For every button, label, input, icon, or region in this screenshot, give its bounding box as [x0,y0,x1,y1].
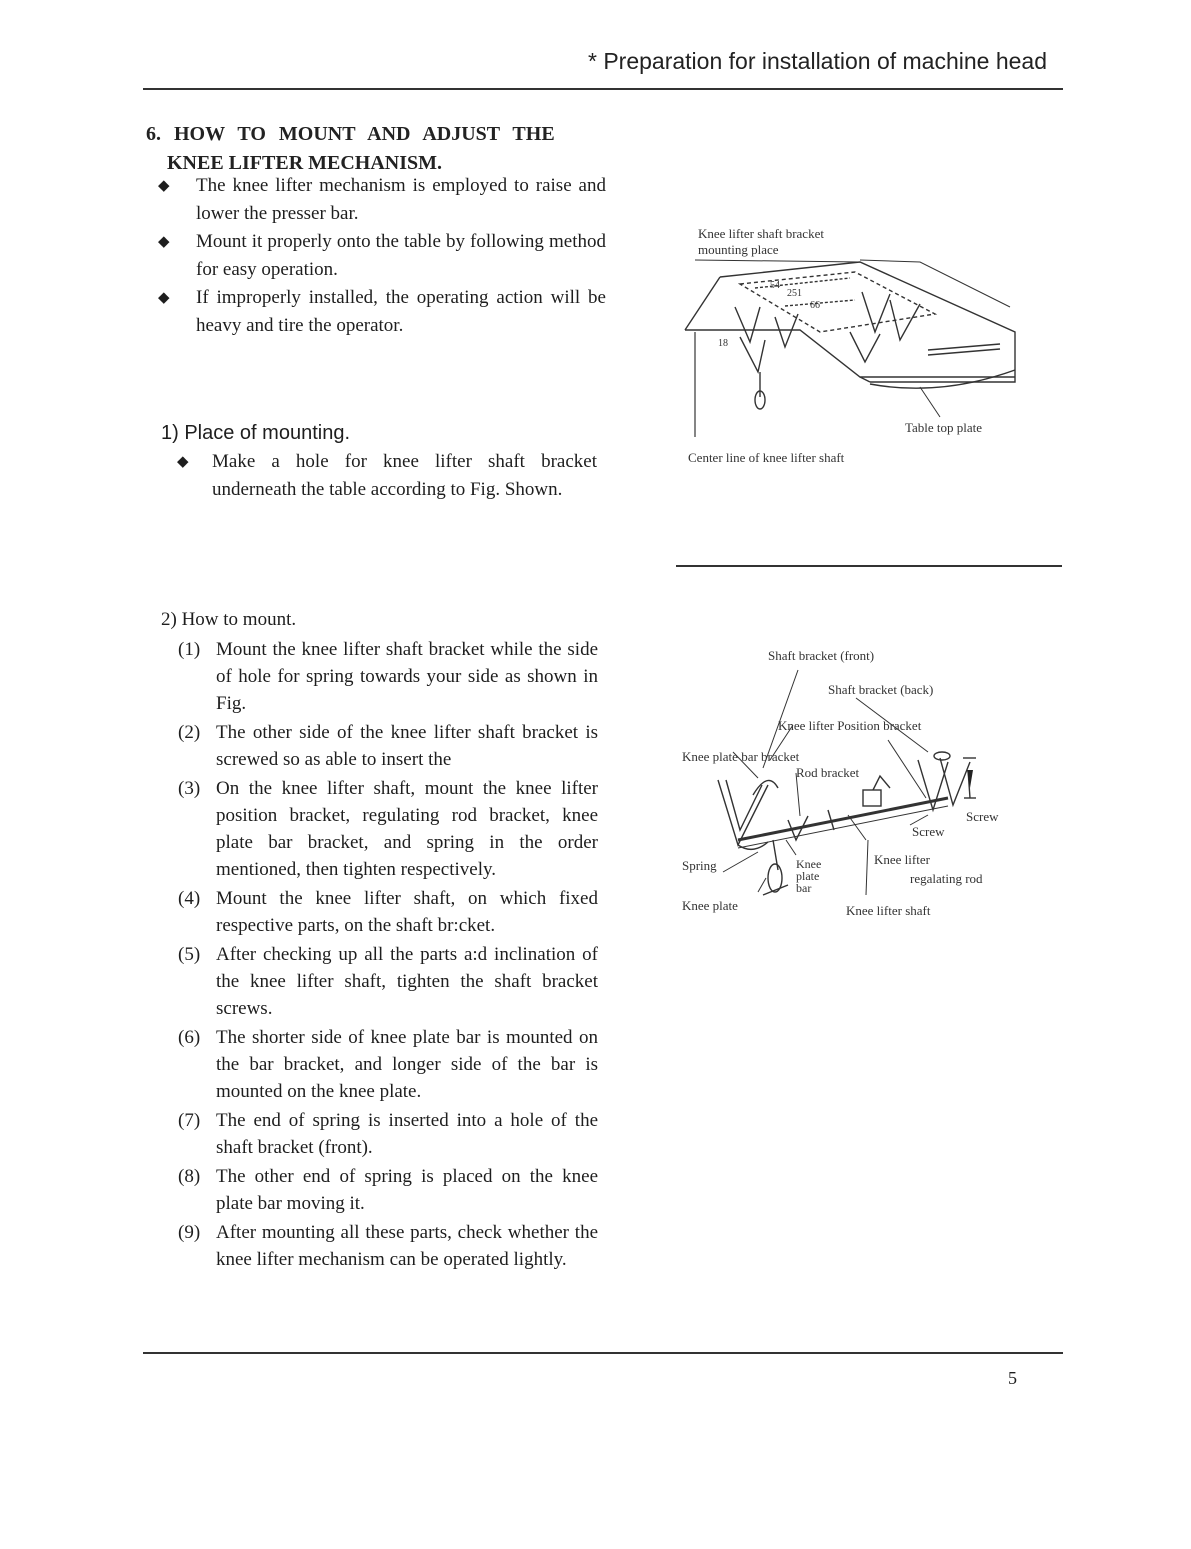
fig2-label-regulating-rod: regalating rod [910,871,983,886]
list-item [178,636,598,717]
how-to-mount-heading: 2) How to mount. [161,609,297,630]
step-text: After checking up all the parts a:d inclination of the knee lifter shaft, tighten the shaft bracket screws. [216,944,598,1019]
bullet-text: The knee lifter mechanism is employed to raise and lower the presser bar. [196,175,606,224]
list-item [178,1024,598,1105]
step-text: The other side of the knee lifter shaft bracket is screwed so as able to insert the [216,722,598,770]
bullet-text: If improperly installed, the operating action will be heavy and tire the operator. [196,287,606,336]
step-number: (6) [178,1027,201,1048]
page-number: 5 [1008,1368,1017,1388]
fig2-label-knee-plate-bar-1: Knee [796,857,822,871]
mounting-place-figure [680,222,1020,472]
list-item [178,719,598,773]
step-text: The other end of spring is placed on the knee plate bar moving it. [216,1166,598,1214]
fig2-label-position-bracket: Knee lifter Position bracket [778,718,922,733]
step-number: (7) [178,1110,201,1131]
fig1-label-bracket-place: Knee lifter shaft bracket [698,226,824,241]
figure-separator-rule [676,565,1062,567]
list-item [178,1163,598,1217]
step-text: The shorter side of knee plate bar is mounted on the bar bracket, and longer side of the bar is mounted on the knee plate. [216,1027,598,1102]
mounting-place-heading: 1) Place of mounting. [161,422,350,444]
page-header-title: * Preparation for installation of machine head [588,48,1048,74]
fig2-label-shaft-back: Shaft bracket (back) [828,682,934,697]
knee-lifter-mechanism-figure [678,640,1018,930]
step-text: On the knee lifter shaft, mount the knee lifter position bracket, regulating rod bracket, knee plate bar bracket, and spring in the order mentioned, then tighten respectively. [216,778,598,880]
fig2-label-knee-lifter-shaft: Knee lifter shaft [846,903,931,918]
step-number: (2) [178,722,201,743]
section-title-line1: 6. HOW TO MOUNT AND ADJUST THE [146,123,555,145]
list-item [178,941,598,1022]
step-text: Mount the knee lifter shaft, on which fixed respective parts, on the shaft br:cket. [216,888,598,936]
fig1-dim-a: 54 [770,280,780,291]
mounting-place-text: Make a hole for knee lifter shaft bracket underneath the table according to Fig. Shown. [212,451,597,500]
fig1-dim-c: 66 [810,300,820,311]
fig1-dim-d: 18 [718,338,728,349]
fig1-label-table-top: Table top plate [905,420,983,435]
step-text: The end of spring is inserted into a hole of the shaft bracket (front). [216,1110,598,1158]
step-number: (1) [178,639,201,660]
step-text: Mount the knee lifter shaft bracket while the side of hole for spring towards your side as shown in Fig. [216,639,598,714]
fig2-label-plate-bar-bracket: Knee plate bar bracket [682,749,800,764]
fig1-label-bracket-place-2: mounting place [698,242,779,257]
step-number: (5) [178,944,201,965]
list-item [146,228,606,284]
fig1-dim-b: 251 [787,288,802,299]
step-number: (4) [178,888,201,909]
diamond-bullet-icon: ◆ [158,178,170,194]
list-item [178,1107,598,1161]
fig2-label-knee-plate-bar-3: bar [796,881,812,895]
fig2-label-knee-plate: Knee plate [682,898,738,913]
list-item [146,284,606,340]
footer-rule [143,1352,1063,1354]
intro-bullet-list [146,172,606,340]
section-title-line2: KNEE LIFTER MECHANISM. [167,152,443,174]
diamond-bullet-icon: ◆ [177,454,189,470]
diamond-bullet-icon: ◆ [158,234,170,250]
fig2-label-screw-right: Screw [966,809,999,824]
section-title [146,120,606,178]
mounting-place-item [177,448,597,504]
list-item [178,775,598,883]
fig2-label-shaft-front: Shaft bracket (front) [768,648,875,663]
fig2-label-spring: Spring [682,858,717,873]
fig2-label-screw-mid: Screw [912,824,945,839]
fig2-label-knee-lifter: Knee lifter [874,852,930,867]
list-item [146,172,606,228]
fig1-label-center-line: Center line of knee lifter shaft [688,450,845,465]
step-number: (8) [178,1166,201,1187]
step-number: (3) [178,778,201,799]
header-rule [143,88,1063,90]
step-text: After mounting all these parts, check whether the knee lifter mechanism can be operated lightly. [216,1222,598,1270]
step-number: (9) [178,1222,201,1243]
fig2-label-rod-bracket: Rod bracket [796,765,860,780]
list-item [178,885,598,939]
bullet-text: Mount it properly onto the table by following method for easy operation. [196,231,606,280]
mount-steps-list [178,636,598,1275]
list-item [178,1219,598,1273]
diamond-bullet-icon: ◆ [158,290,170,306]
fig2-label-knee-plate-bar-2: plate [796,869,820,883]
